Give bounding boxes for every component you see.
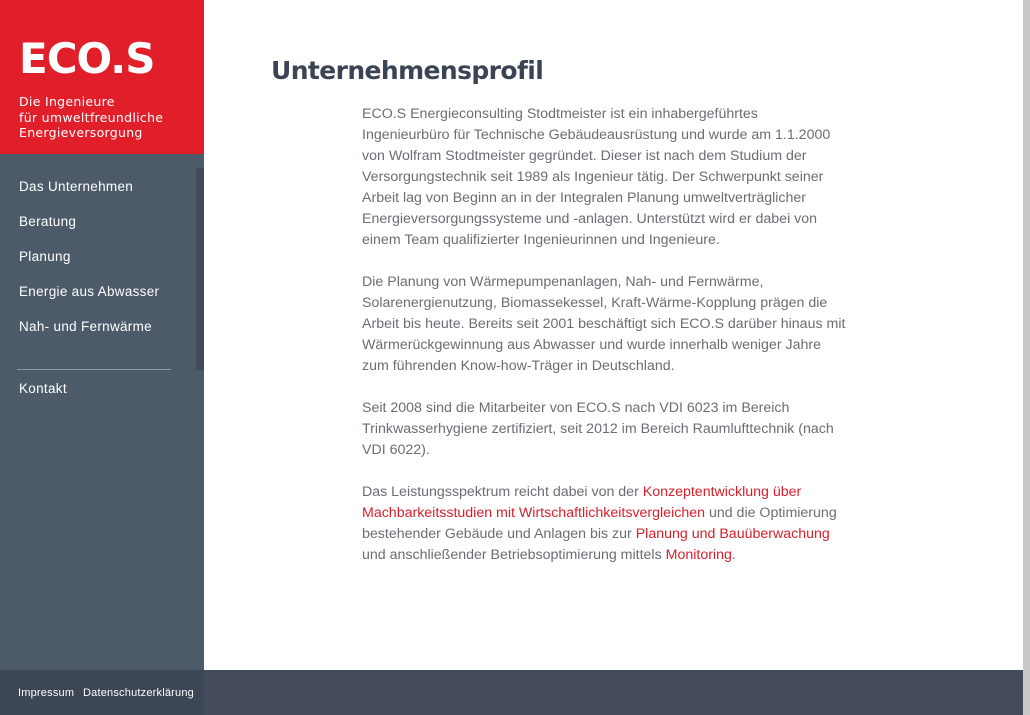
footer-link-impressum[interactable]: Impressum bbox=[18, 687, 75, 699]
brand-tagline bbox=[19, 94, 199, 141]
nav-item-unternehmen[interactable]: Das Unternehmen bbox=[19, 179, 134, 194]
link-planung-bauueberwachung[interactable]: Planung und Bauüberwachung bbox=[635, 526, 830, 542]
services-text-2: und die Optimierung bestehender Gebäude und Anlagen bis zur bbox=[362, 505, 837, 542]
footer-link-datenschutz[interactable]: Datenschutzerklärung bbox=[83, 687, 195, 699]
tagline-line-2: für umweltfreundliche bbox=[19, 109, 164, 125]
services-text-3: und anschließender Betriebsoptimierung mittels bbox=[362, 547, 666, 563]
paragraph-planning: Die Planung von Wärmepumpenanlagen, Nah- und Fernwärme, Solarenergienutzung, Biomassekessel, Kraft-Wärme-Kopplung prägen die Arbeit bis heute. Bereits seit 2001 beschäftigt sich ECO.S darüber hinaus mit Wärmerückgewinnung aus Abwasser und wurde innerhalb weniger Jahre zum führenden Know-how-Träger in Deutschland. bbox=[362, 274, 846, 374]
paragraph-intro: ECO.S Energieconsulting Stodtmeister ist ein inhabergeführtes Ingenieurbüro für Technische Gebäudeausrüstung und wurde am 1.1.2000 von Wolfram Stodtmeister gegründet. Dieser ist nach dem Studium der Versorgungstechnik seit 1989 als Ingenieur tätig. Der Schwerpunkt seiner Arbeit lag von Beginn an in der Integralen Planung umweltverträglicher Energieversorgungssysteme und -anlagen. Unterstützt wird er dabei von einem Team qualifizierter Ingenieurinnen und Ingenieure. bbox=[362, 106, 831, 248]
link-konzeptentwicklung[interactable]: Konzeptentwicklung über Machbarkeitsstudien mit Wirtschaftlichkeitsvergleichen bbox=[362, 484, 802, 521]
footer bbox=[0, 670, 1023, 715]
nav-item-nah-fernwaerme[interactable]: Nah- und Fernwärme bbox=[19, 319, 152, 334]
nav-item-kontakt[interactable]: Kontakt bbox=[19, 381, 67, 396]
services-text-4: . bbox=[731, 547, 736, 563]
sidebar bbox=[0, 0, 204, 670]
nav-scroll-indicator bbox=[196, 168, 204, 370]
nav-divider bbox=[17, 369, 171, 370]
paragraph-services bbox=[362, 482, 847, 566]
tagline-line-1: Die Ingenieure bbox=[19, 94, 115, 109]
footer-left bbox=[0, 670, 204, 715]
page-title: Unternehmensprofil bbox=[271, 56, 544, 85]
paragraph-certification: Seit 2008 sind die Mitarbeiter von ECO.S nach VDI 6023 im Bereich Trinkwasserhygiene zertifiziert, seit 2012 im Bereich Raumlufttechnik (nach VDI 6022). bbox=[362, 400, 834, 458]
window-scrollbar[interactable] bbox=[1023, 0, 1030, 715]
brand-block[interactable] bbox=[0, 0, 204, 154]
nav-item-beratung[interactable]: Beratung bbox=[19, 214, 77, 229]
link-monitoring[interactable]: Monitoring bbox=[665, 547, 732, 563]
nav-item-energie-abwasser[interactable]: Energie aus Abwasser bbox=[19, 284, 160, 299]
tagline-line-3: Energieversorgung bbox=[19, 125, 143, 140]
main-content bbox=[362, 104, 847, 587]
nav-item-planung[interactable]: Planung bbox=[19, 249, 71, 264]
services-text-1: Das Leistungsspektrum reicht dabei von der bbox=[362, 484, 643, 500]
logo[interactable]: ECO.S bbox=[19, 34, 155, 83]
